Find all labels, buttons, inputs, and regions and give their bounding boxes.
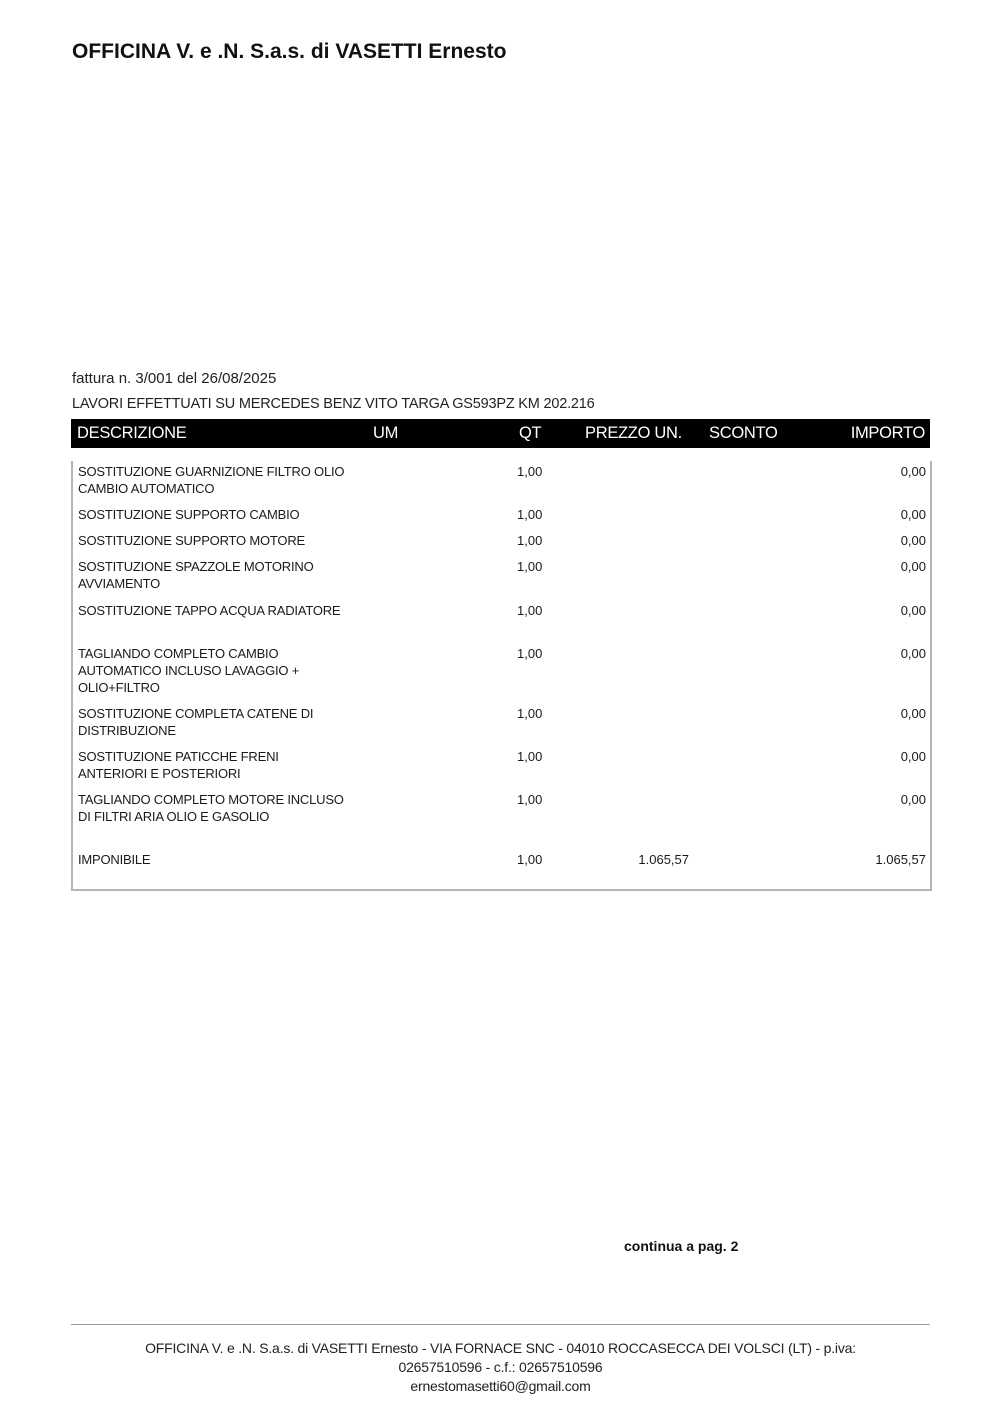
row-quantity: 1,00 [517,706,543,721]
company-title: OFFICINA V. e .N. S.a.s. di VASETTI Ernesto [72,40,507,63]
column-header-sconto: SCONTO [709,424,778,442]
row-quantity: 1,00 [517,792,543,807]
row-quantity: 1,00 [517,464,543,479]
row-unit-price: 1.065,57 [638,852,689,867]
row-description: SOSTITUZIONE SUPPORTO MOTORE [78,533,305,548]
row-quantity: 1,00 [517,603,543,618]
row-amount: 0,00 [900,533,926,548]
table-body [71,461,932,891]
row-amount: 0,00 [900,646,926,661]
footer [71,1339,930,1396]
row-quantity: 1,00 [517,507,543,522]
work-subject: LAVORI EFFETTUATI SU MERCEDES BENZ VITO TARGA GS593PZ KM 202.216 [72,396,595,412]
row-amount: 0,00 [900,749,926,764]
column-header-importo: IMPORTO [850,424,925,442]
row-amount: 0,00 [900,706,926,721]
column-header-prezzo-un: PREZZO UN. [585,424,682,442]
column-header-qt: QT [519,424,542,442]
row-amount: 1.065,57 [875,852,926,867]
row-quantity: 1,00 [517,533,543,548]
invoice-number: fattura n. 3/001 del 26/08/2025 [72,370,277,387]
row-description: SOSTITUZIONE SUPPORTO CAMBIO [78,507,300,522]
row-quantity: 1,00 [517,852,543,867]
row-description: SOSTITUZIONE COMPLETA CATENE DI DISTRIBUZIONE [78,706,314,738]
row-description: TAGLIANDO COMPLETO MOTORE INCLUSO DI FILTRI ARIA OLIO E GASOLIO [78,792,344,824]
footer-tax-ids: 02657510596 - c.f.: 02657510596 [398,1359,603,1375]
footer-divider [71,1324,930,1325]
row-description: SOSTITUZIONE PATICCHE FRENI ANTERIORI E POSTERIORI [78,749,279,781]
row-description: SOSTITUZIONE GUARNIZIONE FILTRO OLIO CAMBIO AUTOMATICO [78,464,345,496]
row-description: TAGLIANDO COMPLETO CAMBIO AUTOMATICO INCLUSO LAVAGGIO + OLIO+FILTRO [78,646,300,695]
footer-email: ernestomasetti60@gmail.com [410,1378,591,1394]
row-quantity: 1,00 [517,559,543,574]
column-header-descrizione: DESCRIZIONE [77,424,187,442]
continue-note: continua a pag. 2 [624,1238,739,1254]
table-header [71,419,930,448]
row-amount: 0,00 [900,507,926,522]
row-amount: 0,00 [900,559,926,574]
footer-company-address: OFFICINA V. e .N. S.a.s. di VASETTI Ernesto - VIA FORNACE SNC - 04010 ROCCASECCA DEI VOLSCI (LT) - p.iva: [145,1340,856,1356]
row-quantity: 1,00 [517,749,543,764]
row-quantity: 1,00 [517,646,543,661]
row-description: SOSTITUZIONE SPAZZOLE MOTORINO AVVIAMENTO [78,559,314,591]
row-description: IMPONIBILE [78,852,151,867]
row-amount: 0,00 [900,792,926,807]
column-header-um: UM [373,424,399,442]
row-description: SOSTITUZIONE TAPPO ACQUA RADIATORE [78,603,341,618]
row-amount: 0,00 [900,464,926,479]
row-amount: 0,00 [900,603,926,618]
